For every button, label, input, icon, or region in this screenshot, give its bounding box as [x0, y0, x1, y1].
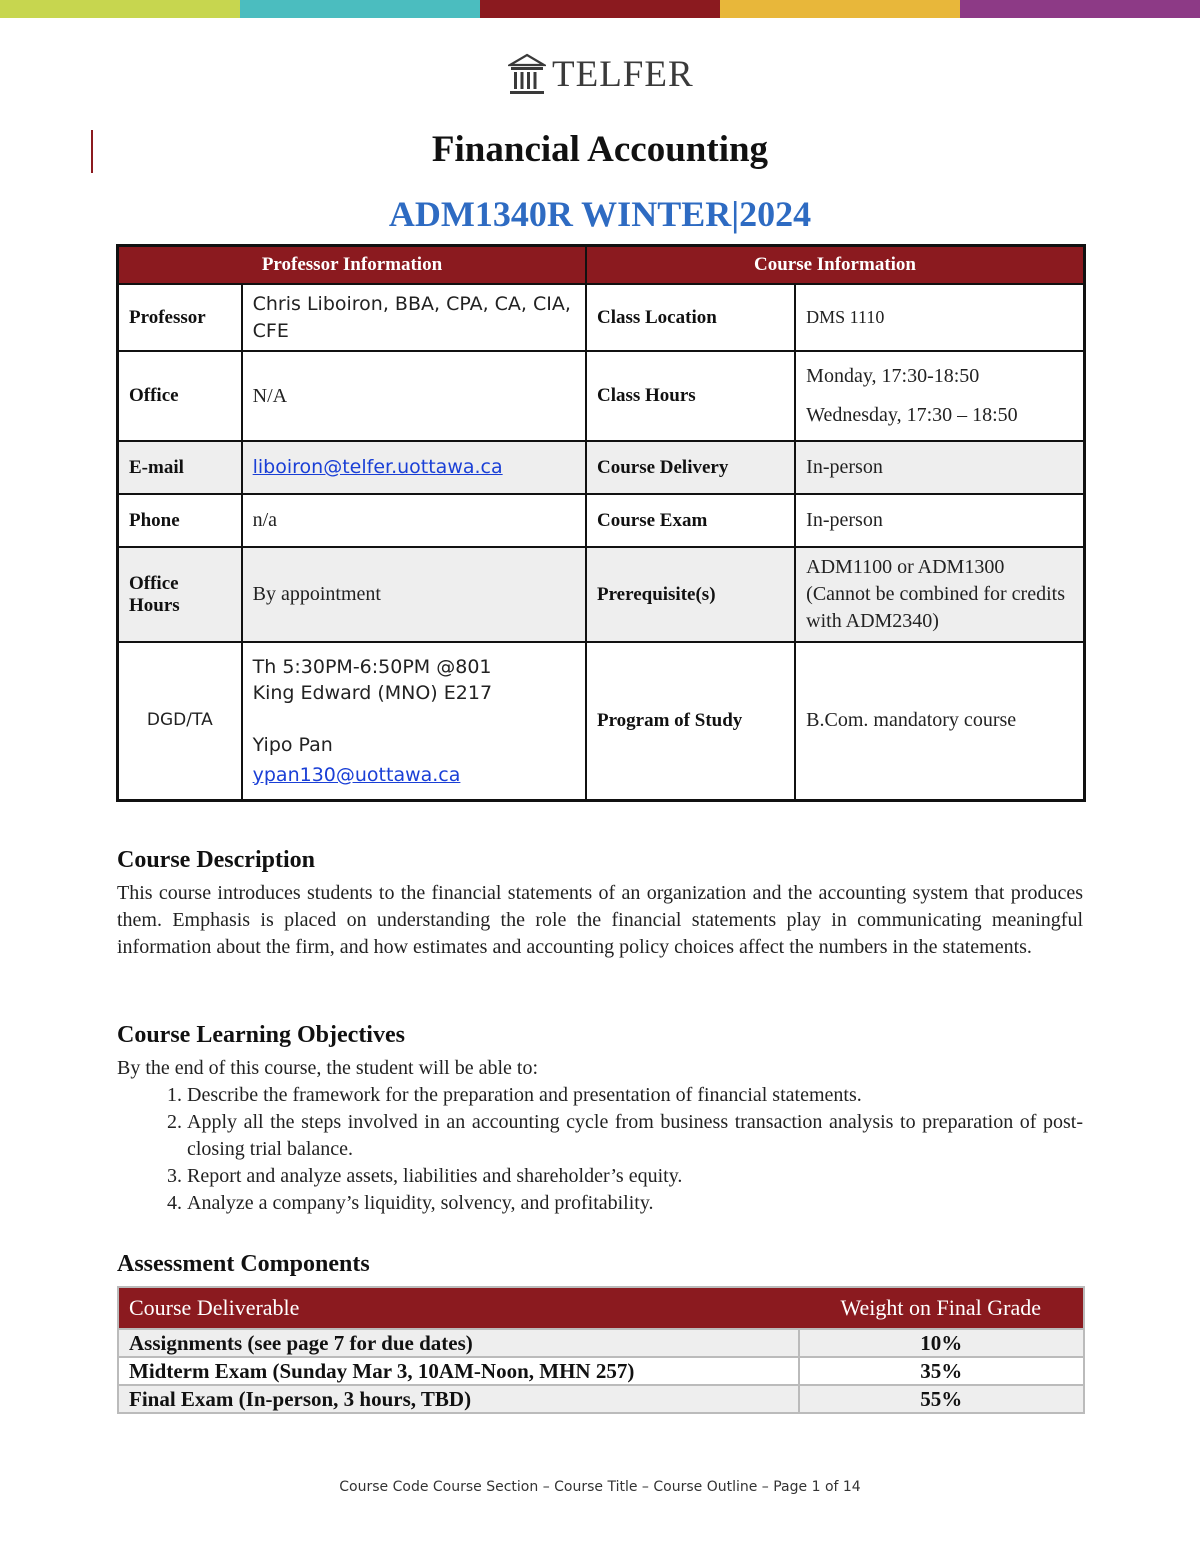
assessment-table: [117, 1286, 1085, 1414]
class-hours-line: Monday, 17:30-18:50: [806, 365, 980, 387]
email-link[interactable]: liboiron@telfer.uottawa.ca: [252, 456, 503, 478]
ta-name: Yipo Pan: [252, 733, 333, 756]
course-delivery-label: Course Delivery: [586, 441, 795, 494]
email-label: E-mail: [118, 441, 242, 494]
dgd-ta-label: DGD/TA: [118, 642, 242, 800]
page-title: Financial Accounting: [431, 129, 769, 170]
color-bar-segment: [960, 0, 1200, 18]
learning-objectives: [117, 1022, 1083, 1217]
prerequisites-label: Prerequisite(s): [586, 547, 795, 642]
course-delivery-value: In-person: [795, 441, 1084, 494]
objective-item: 2. Apply all the steps involved in an accounting cycle from business transaction analysis to preparation of post-closing trial balance.: [187, 1109, 1083, 1163]
assessment-weight: 10%: [799, 1329, 1084, 1357]
page-footer: Course Code Course Section – Course Title – Course Outline – Page 1 of 14: [339, 1479, 861, 1495]
phone-value: n/a: [242, 494, 586, 547]
email-value: [242, 441, 586, 494]
course-description: [117, 847, 1083, 961]
telfer-logo: [508, 52, 694, 98]
course-description-text: This course introduces students to the financial statements of an organization and the accounting system that produces them. Emphasis is placed on understanding the role the financial statements play in communicating meaningful information about the firm, and how estimates and accounting policy choices affect the numbers in the statements.: [117, 882, 1083, 958]
class-location-label: Class Location: [586, 284, 795, 351]
color-bar-segment: [0, 0, 240, 18]
course-exam-value: In-person: [795, 494, 1084, 547]
objective-item: 4. Analyze a company’s liquidity, solvency, and profitability.: [187, 1190, 1083, 1217]
office-label: Office: [118, 351, 242, 441]
assessment-item: Assignments (see page 7 for due dates): [118, 1329, 799, 1357]
prerequisites-value: ADM1100 or ADM1300 (Cannot be combined for credits with ADM2340): [795, 547, 1084, 642]
learning-objectives-heading: Course Learning Objectives: [117, 1022, 405, 1048]
deliverable-column-header: Course Deliverable: [118, 1287, 799, 1329]
assessment-heading: Assessment Components: [117, 1251, 370, 1277]
course-info-header: Course Information: [586, 246, 1085, 285]
building-columns-icon: [508, 53, 546, 97]
objectives-list: [117, 1082, 1083, 1217]
color-bar: [0, 0, 1200, 18]
assessment-item: Final Exam (In-person, 3 hours, TBD): [118, 1385, 799, 1413]
course-exam-label: Course Exam: [586, 494, 795, 547]
professor-info-header: Professor Information: [118, 246, 586, 285]
weight-column-header: Weight on Final Grade: [799, 1287, 1084, 1329]
office-hours-value: By appointment: [242, 547, 586, 642]
class-location-value: DMS 1110: [795, 284, 1084, 351]
color-bar-segment: [720, 0, 960, 18]
learning-objectives-intro: By the end of this course, the student will be able to:: [117, 1057, 539, 1079]
color-bar-segment: [480, 0, 720, 18]
office-value: N/A: [242, 351, 586, 441]
class-hours-line: Wednesday, 17:30 – 18:50: [806, 404, 1018, 426]
logo-text: TELFER: [552, 54, 694, 95]
assessment-weight: 55%: [799, 1385, 1084, 1413]
professor-label: Professor: [118, 284, 242, 351]
program-label: Program of Study: [586, 642, 795, 800]
class-hours-label: Class Hours: [586, 351, 795, 441]
info-table: [116, 244, 1086, 802]
phone-label: Phone: [118, 494, 242, 547]
program-value: B.Com. mandatory course: [795, 642, 1084, 800]
dgd-schedule: Th 5:30PM-6:50PM @801: [252, 655, 492, 678]
assessment-weight: 35%: [799, 1357, 1084, 1385]
objective-item: 3. Report and analyze assets, liabilities and shareholder’s equity.: [187, 1163, 1083, 1190]
dgd-ta-value: [242, 642, 586, 800]
ta-email-link[interactable]: ypan130@uottawa.ca: [252, 763, 461, 786]
office-hours-label: Office Hours: [118, 547, 242, 642]
professor-value: Chris Liboiron, BBA, CPA, CA, CIA, CFE: [242, 284, 586, 351]
course-code: ADM1340R WINTER|2024: [388, 194, 812, 234]
class-hours-value: [795, 351, 1084, 441]
course-description-heading: Course Description: [117, 847, 315, 873]
assessment-item: Midterm Exam (Sunday Mar 3, 10AM-Noon, MHN 257): [118, 1357, 799, 1385]
color-bar-segment: [240, 0, 480, 18]
objective-item: 1. Describe the framework for the preparation and presentation of financial statements.: [187, 1082, 1083, 1109]
assessment-heading-block: [117, 1251, 1083, 1284]
dgd-location: King Edward (MNO) E217: [252, 681, 493, 704]
